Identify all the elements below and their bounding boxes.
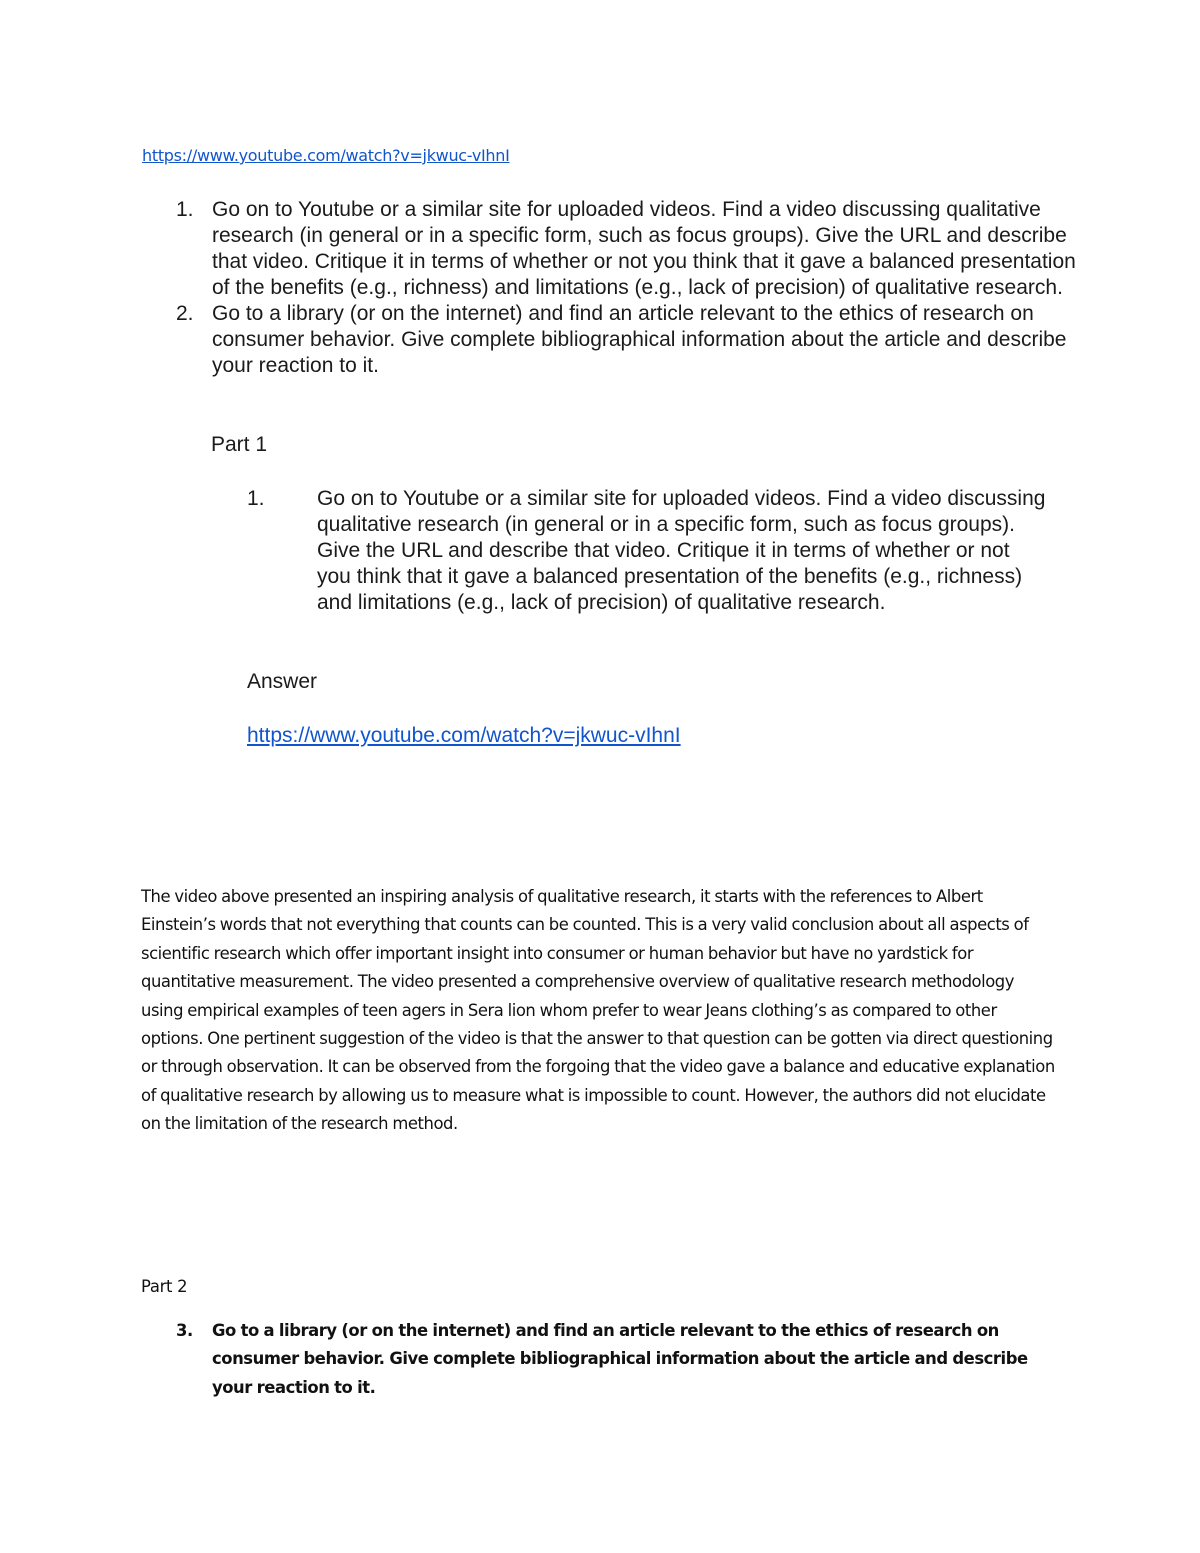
answer-heading: Answer bbox=[247, 670, 318, 693]
question-text: Go to a library (or on the internet) and find an article relevant to the ethics of research on consumer behavior. Give complete bibliographical information about the article and describe your reaction to it. bbox=[212, 1321, 1028, 1397]
part1-heading: Part 1 bbox=[211, 433, 268, 456]
question-text: Go on to Youtube or a similar site for uploaded videos. Find a video discussing qualitative research (in general or in a specific form, such as focus groups). Give the URL and describe that video. Critique it in terms of whether or not you think that it gave a balanced presentation of the benefits (e.g., richness) and limitations (e.g., lack of precision) of qualitative research. bbox=[317, 487, 1046, 614]
part2-heading: Part 2 bbox=[141, 1277, 188, 1296]
question-number: 1. bbox=[247, 487, 265, 510]
question-number: 2. bbox=[176, 302, 194, 325]
question-number: 1. bbox=[176, 198, 194, 221]
question-text: Go on to Youtube or a similar site for uploaded videos. Find a video discussing qualitative research (in general or in a specific form, such as focus groups). Give the URL and describe that video. Critique it in terms of whether or not you think that it gave a balanced presentation of the benefits (e.g., richness) and limitations (e.g., lack of precision) of qualitative research. bbox=[212, 198, 1076, 299]
question-number: 3. bbox=[176, 1321, 193, 1340]
answer-paragraph: The video above presented an inspiring analysis of qualitative research, it starts with the references to Albert Einstein’s words that not everything that counts can be counted. This is a very valid conclusion about all aspects of scientific research which offer important insight into consumer or human behavior but have no yardstick for quantitative measurement. The video presented a comprehensive overview of qualitative research methodology using empirical examples of teen agers in Sera lion whom prefer to wear Jeans clothing’s as compared to other options. One pertinent suggestion of the video is that the answer to that question can be gotten via direct questioning or through observation. It can be observed from the forgoing that the video gave a balance and educative explanation of qualitative research by allowing us to measure what is impossible to count. However, the authors did not elucidate on the limitation of the research method. bbox=[141, 887, 1055, 1134]
question-text: Go to a library (or on the internet) and find an article relevant to the ethics of research on consumer behavior. Give complete bibliographical information about the article and describe your reaction to it. bbox=[212, 302, 1067, 377]
part2-question-item bbox=[176, 1317, 1056, 1402]
answer-youtube-link[interactable]: https://www.youtube.com/watch?v=jkwuc-vIhnI bbox=[247, 724, 681, 747]
part1-question-item bbox=[247, 486, 1047, 616]
question-item-2 bbox=[176, 301, 1076, 379]
question-item-1 bbox=[176, 197, 1076, 301]
top-youtube-link[interactable]: https://www.youtube.com/watch?v=jkwuc-vIhnI bbox=[142, 146, 510, 165]
question-list bbox=[176, 197, 1076, 379]
